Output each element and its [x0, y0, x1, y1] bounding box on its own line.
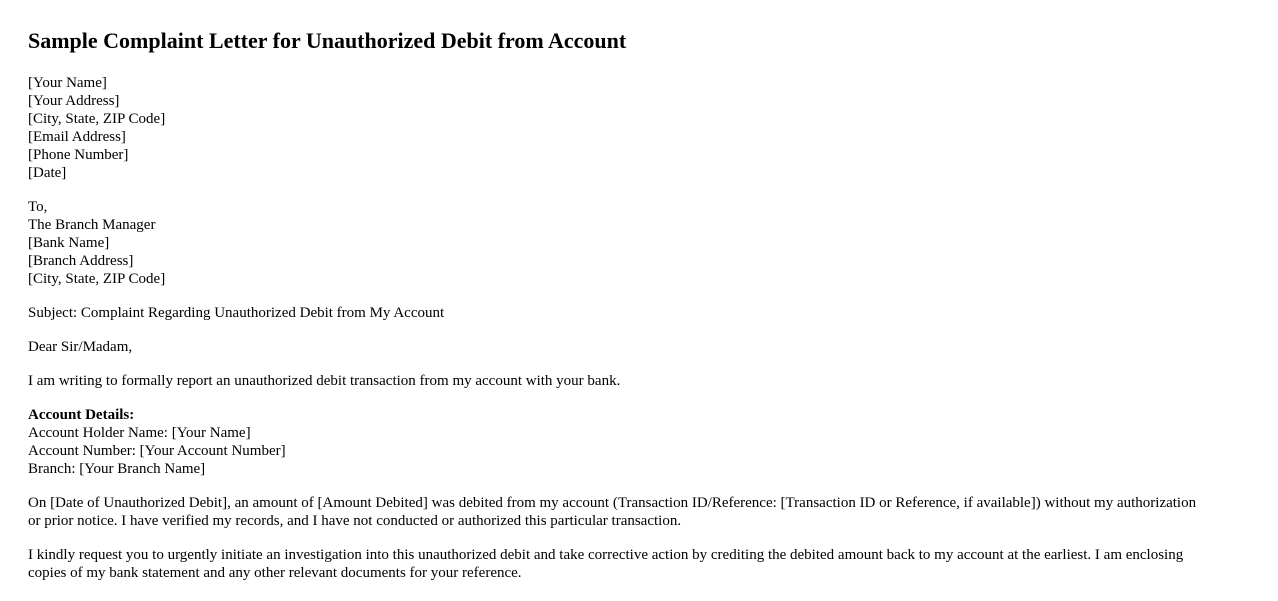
sender-email: [Email Address] — [28, 129, 126, 145]
sender-city-state-zip: [City, State, ZIP Code] — [28, 111, 166, 127]
recipient-address-block — [28, 198, 1250, 288]
intro-paragraph: I am writing to formally report an unauthorized debit transaction from my account with your bank. — [28, 373, 621, 389]
page-title: Sample Complaint Letter for Unauthorized Debit from Account — [28, 28, 627, 53]
recipient-title: The Branch Manager — [28, 217, 156, 233]
body-paragraph: I kindly request you to urgently initiate an investigation into this unauthorized debit and take corrective action by crediting the debited amount back to my account at the earliest. I am enclosing copies of my bank statement and any other relevant documents for your reference. — [28, 547, 1184, 581]
subject-line: Subject: Complaint Regarding Unauthorized Debit from My Account — [28, 305, 445, 321]
sender-name: [Your Name] — [28, 75, 107, 91]
account-details-heading: Account Details: — [28, 407, 135, 423]
account-number: Account Number: [Your Account Number] — [28, 443, 286, 459]
recipient-city-state-zip: [City, State, ZIP Code] — [28, 271, 166, 287]
recipient-to: To, — [28, 199, 48, 215]
sender-phone: [Phone Number] — [28, 147, 129, 163]
body-paragraph: On [Date of Unauthorized Debit], an amount of [Amount Debited] was debited from my account (Transaction ID/Reference: [Transaction ID or Reference, if available]) without my authorization or prior notice. I have verified my records, and I have not conducted or authorized this particular transaction. — [28, 495, 1197, 529]
recipient-branch-address: [Branch Address] — [28, 253, 134, 269]
recipient-bank-name: [Bank Name] — [28, 235, 110, 251]
account-branch: Branch: [Your Branch Name] — [28, 461, 206, 477]
sender-address-block — [28, 74, 1250, 182]
account-holder-name: Account Holder Name: [Your Name] — [28, 425, 251, 441]
letter-date: [Date] — [28, 165, 67, 181]
sender-address: [Your Address] — [28, 93, 120, 109]
salutation: Dear Sir/Madam, — [28, 339, 133, 355]
account-details-block — [28, 406, 1250, 478]
